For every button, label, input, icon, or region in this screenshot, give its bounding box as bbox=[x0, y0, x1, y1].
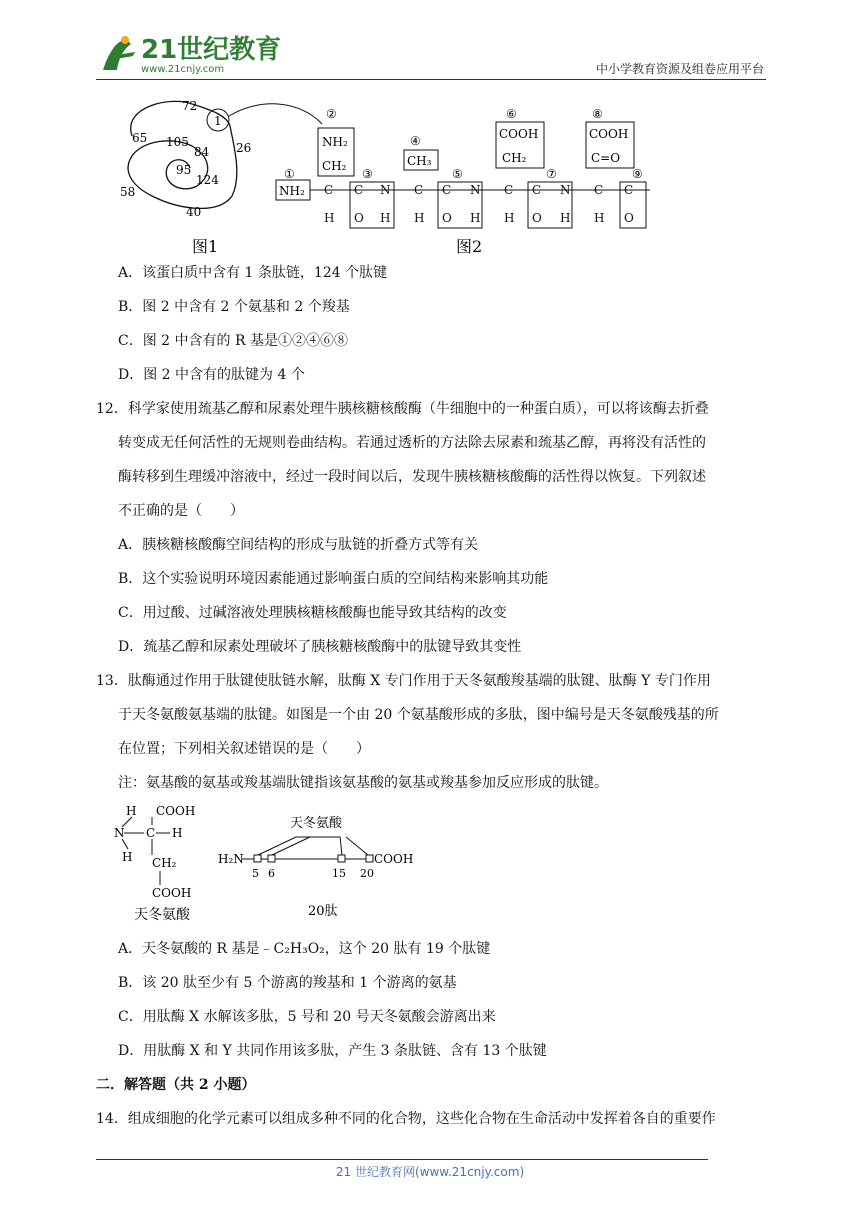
pos-20: 20 bbox=[360, 867, 374, 880]
asp-structure-title: 天冬氨酸 bbox=[134, 907, 190, 923]
fig1-num: 26 bbox=[236, 141, 252, 155]
pos-5: 5 bbox=[252, 867, 259, 880]
q13-stem-line: 13．肽酶通过作用于肽键使肽链水解，肽酶 X 专门作用于天冬氨酸羧基端的肽键、肽酶 Y 专门作用 bbox=[96, 673, 711, 689]
q13-option-c: C．用肽酶 X 水解该多肽，5 号和 20 号天冬氨酸会游离出来 bbox=[118, 1009, 496, 1025]
fig1-num: 95 bbox=[176, 163, 192, 177]
footer-divider bbox=[96, 1159, 708, 1160]
logo-sub-text: www.21cnjy.com bbox=[141, 64, 225, 75]
fig2-caption: 图2 bbox=[456, 237, 483, 256]
svg-text:H: H bbox=[560, 211, 571, 225]
q13-stem-line: 于天冬氨酸氨基端的肽键。如图是一个由 20 个氨基酸形成的多肽，图中编号是天冬氨酸残基的所 bbox=[118, 707, 719, 723]
q12-stem-line: 酶转移到生理缓冲溶液中，经过一段时间以后，发现牛胰核糖核酸酶的活性得以恢复。下列叙述 bbox=[118, 469, 706, 485]
q13-option-d: D．用肽酶 X 和 Y 共同作用该多肽，产生 3 条肽链、含有 13 个肽键 bbox=[118, 1043, 547, 1059]
svg-text:N: N bbox=[560, 183, 571, 197]
group-ch2-2: CH₂ bbox=[502, 151, 527, 165]
svg-text:N: N bbox=[380, 183, 391, 197]
q12-stem-line: 转变成无任何活性的无规则卷曲结构。若通过透析的方法除去尿素和巯基乙醇，再将没有活性的 bbox=[118, 435, 706, 451]
circled-7: ⑦ bbox=[546, 167, 557, 181]
svg-text:C: C bbox=[146, 826, 156, 840]
svg-text:C: C bbox=[624, 183, 634, 197]
q11-option-c: C．图 2 中含有的 R 基是①②④⑥⑧ bbox=[118, 333, 348, 349]
svg-text:C: C bbox=[442, 183, 452, 197]
figure-2-peptide bbox=[270, 100, 660, 260]
circled-6: ⑥ bbox=[506, 107, 517, 121]
svg-text:O: O bbox=[624, 211, 634, 225]
section-heading: 二．解答题（共 2 小题） bbox=[96, 1077, 256, 1093]
q12-stem-line: 不正确的是（ ） bbox=[118, 503, 244, 519]
footer-link[interactable]: 21 世纪教育网(www.21cnjy.com) bbox=[335, 1165, 525, 1179]
q12-option-c: C．用过酸、过碱溶液处理胰核糖核酸酶也能导致其结构的改变 bbox=[118, 605, 507, 621]
fig1-num: 40 bbox=[186, 205, 202, 219]
svg-text:H: H bbox=[504, 211, 515, 225]
q13-stem-line: 在位置；下列相关叙述错误的是（ ） bbox=[118, 741, 370, 757]
svg-text:O: O bbox=[442, 211, 452, 225]
svg-text:H: H bbox=[172, 826, 183, 840]
group-nh2-1: NH₂ bbox=[279, 184, 305, 198]
q12-stem-line: 12．科学家使用巯基乙醇和尿素处理牛胰核糖核酸酶（牛细胞中的一种蛋白质），可以将该酶去折叠 bbox=[96, 401, 709, 417]
q14-stem-line: 14．组成细胞的化学元素可以组成多种不同的化合物，这些化合物在生命活动中发挥着各自的重要作 bbox=[96, 1111, 716, 1127]
figure-1-protein bbox=[112, 96, 252, 261]
asp-label: 天冬氨酸 bbox=[290, 816, 343, 831]
q13-note: 注：氨基酸的氨基或羧基端肽键指该氨基酸的氨基或羧基参加反应形成的肽键。 bbox=[118, 775, 608, 791]
svg-text:COOH: COOH bbox=[152, 886, 192, 900]
fig1-num: 84 bbox=[194, 145, 210, 159]
svg-text:H: H bbox=[324, 211, 335, 225]
pos-6: 6 bbox=[268, 867, 275, 880]
group-ch2-1: CH₂ bbox=[322, 159, 347, 173]
svg-text:N: N bbox=[470, 183, 481, 197]
svg-text:N: N bbox=[114, 826, 125, 840]
svg-text:C: C bbox=[324, 183, 334, 197]
svg-text:COOH: COOH bbox=[156, 804, 196, 818]
svg-text:O: O bbox=[354, 211, 364, 225]
fig1-num: 65 bbox=[132, 131, 148, 145]
svg-text:H: H bbox=[380, 211, 391, 225]
svg-text:C: C bbox=[504, 183, 514, 197]
q13-option-a: A．天冬氨酸的 R 基是﹣C₂H₃O₂，这个 20 肽有 19 个肽键 bbox=[118, 941, 491, 957]
svg-text:C: C bbox=[594, 183, 604, 197]
svg-text:O: O bbox=[532, 211, 542, 225]
svg-text:H: H bbox=[414, 211, 425, 225]
platform-name: 中小学教育资源及组卷应用平台 bbox=[595, 62, 764, 76]
circled-9: ⑨ bbox=[632, 167, 643, 181]
fig1-num: 72 bbox=[182, 99, 198, 113]
site-logo bbox=[95, 30, 282, 78]
svg-text:H: H bbox=[470, 211, 481, 225]
q11-option-b: B．图 2 中含有 2 个氨基和 2 个羧基 bbox=[118, 299, 350, 315]
circled-4: ④ bbox=[410, 134, 421, 148]
fig1-caption: 图1 bbox=[192, 237, 219, 256]
q12-option-d: D．巯基乙醇和尿素处理破坏了胰核糖核酸酶中的肽键导致其变性 bbox=[118, 639, 522, 655]
q11-option-a: A．该蛋白质中含有 1 条肽链，124 个肽键 bbox=[118, 265, 388, 281]
q12-option-a: A．胰核糖核酸酶空间结构的形成与肽链的折叠方式等有关 bbox=[118, 537, 479, 553]
pep-label: 20肽 bbox=[308, 904, 338, 919]
q13-option-b: B．该 20 肽至少有 5 个游离的羧基和 1 个游离的氨基 bbox=[118, 975, 457, 991]
svg-text:C: C bbox=[414, 183, 424, 197]
peptide-h2n: H₂N bbox=[218, 852, 244, 866]
fig1-num: 105 bbox=[166, 135, 189, 149]
circled-1: ① bbox=[284, 167, 295, 181]
svg-text:H: H bbox=[122, 850, 133, 864]
figure-20-peptide bbox=[110, 803, 440, 928]
svg-text:C: C bbox=[532, 183, 542, 197]
group-cooh-1: COOH bbox=[499, 127, 539, 141]
q11-option-d: D．图 2 中含有的肽键为 4 个 bbox=[118, 367, 305, 383]
fig1-circle-label: 1 bbox=[214, 114, 222, 128]
peptide-cooh: COOH bbox=[374, 852, 414, 866]
circled-3: ③ bbox=[362, 167, 373, 181]
svg-text:C: C bbox=[354, 183, 364, 197]
fig1-num: 58 bbox=[120, 185, 136, 199]
group-ch3: CH₃ bbox=[407, 154, 432, 168]
header-divider bbox=[96, 79, 766, 80]
circled-8: ⑧ bbox=[592, 107, 603, 121]
svg-text:H: H bbox=[594, 211, 605, 225]
group-nh2-2: NH₂ bbox=[322, 135, 348, 149]
svg-text:H: H bbox=[126, 804, 137, 818]
fig1-num: 124 bbox=[196, 173, 219, 187]
logo-main-text: 21世纪教育 bbox=[141, 35, 282, 65]
circled-5: ⑤ bbox=[452, 167, 463, 181]
group-co: C=O bbox=[591, 151, 621, 165]
circled-2: ② bbox=[326, 107, 337, 121]
group-cooh-2: COOH bbox=[589, 127, 629, 141]
q12-option-b: B．这个实验说明环境因素能通过影响蛋白质的空间结构来影响其功能 bbox=[118, 571, 549, 587]
pos-15: 15 bbox=[332, 867, 346, 880]
svg-text:CH₂: CH₂ bbox=[152, 856, 177, 870]
